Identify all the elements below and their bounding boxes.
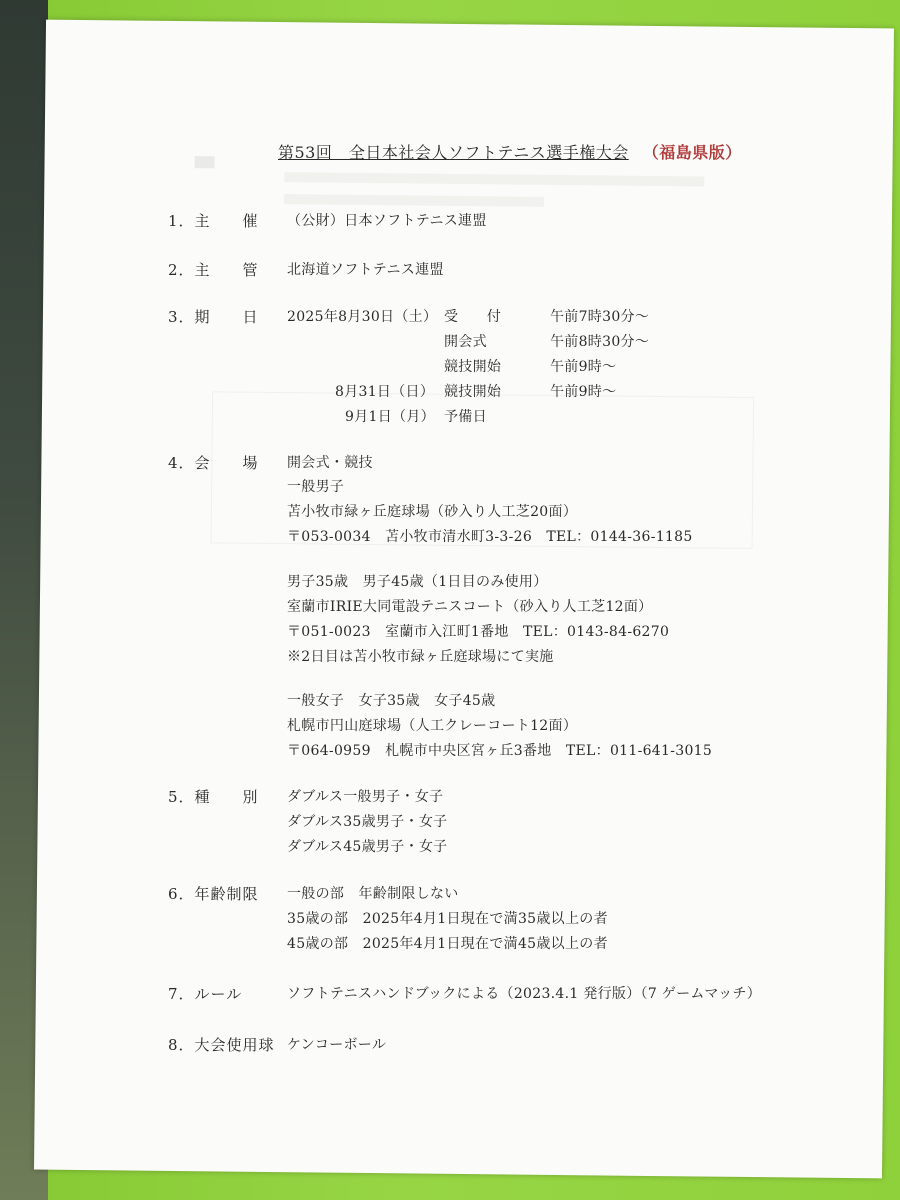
period-time: 午前9時～: [550, 359, 617, 375]
category-line: ダブルス45歳男子・女子: [287, 839, 448, 855]
venue-line: 〒064-0959 札幌市中央区宮ヶ丘3番地 TEL：011-641-3015: [287, 743, 713, 759]
show-through-text: [284, 194, 544, 207]
venue-line: 〒053-0034 苫小牧市清水町3-3-26 TEL：0144-36-1185: [287, 529, 693, 545]
venue-line: 一般女子 女子35歳 女子45歳: [287, 693, 496, 709]
venue-line: 室蘭市IRIE大同電設テニスコート（砂入り人工芝12面）: [287, 599, 653, 615]
period-event: 競技開始: [444, 384, 502, 400]
venue-line: 男子35歳 男子45歳（1日目のみ使用）: [287, 574, 548, 590]
organizer-value: （公財）日本ソフトテニス連盟: [287, 213, 487, 229]
venue-label: 4．会 場: [168, 454, 259, 472]
category-line: ダブルス35歳男子・女子: [287, 814, 448, 830]
title-text: 第53回 全日本社会人ソフトテニス選手権大会: [278, 143, 629, 162]
period-date: 8月31日（日）: [335, 384, 435, 400]
period-event: 競技開始: [444, 359, 502, 375]
age-limit-line: 35歳の部 2025年4月1日現在で満35歳以上の者: [287, 911, 608, 927]
rules-label: 7．ルール: [168, 985, 243, 1003]
venue-line: 札幌市円山庭球場（人工クレーコート12面）: [287, 718, 578, 734]
organizer-label: 1．主 催: [168, 212, 259, 230]
age-limit-line: 一般の部 年齢制限しない: [287, 886, 459, 902]
period-event: 受 付: [444, 309, 502, 325]
venue-line: 〒051-0023 室蘭市入江町1番地 TEL：0143-84-6270: [287, 624, 670, 640]
period-label: 3．期 日: [168, 308, 259, 326]
venue-line: ※2日目は苫小牧市緑ヶ丘庭球場にて実施: [287, 649, 554, 665]
period-time: 午前9時～: [550, 384, 617, 400]
document-title: [278, 140, 742, 163]
show-through-text: [194, 156, 214, 168]
age-limit-label: 6．年齢制限: [168, 885, 259, 903]
category-line: ダブルス一般男子・女子: [287, 789, 444, 805]
period-time: 午前8時30分～: [550, 334, 650, 350]
period-date: 2025年8月30日（土）: [287, 309, 438, 325]
ball-label: 8．大会使用球: [168, 1036, 275, 1054]
ball-value: ケンコーボール: [287, 1037, 387, 1053]
manager-label: 2．主 管: [168, 261, 259, 279]
period-event: 予備日: [444, 409, 487, 425]
period-time: 午前7時30分～: [550, 309, 650, 325]
venue-line: 開会式・競技: [287, 455, 373, 471]
rules-value: ソフトテニスハンドブックによる（2023.4.1 発行版）（7 ゲームマッチ）: [287, 986, 762, 1002]
show-through-text: [284, 172, 704, 186]
period-event: 開会式: [444, 334, 487, 350]
venue-line: 一般男子: [287, 479, 345, 495]
edition-label: （福島県版）: [642, 143, 742, 162]
age-limit-line: 45歳の部 2025年4月1日現在で満45歳以上の者: [287, 936, 608, 952]
period-date: 9月1日（月）: [345, 409, 435, 425]
venue-line: 苫小牧市緑ヶ丘庭球場（砂入り人工芝20面）: [287, 504, 578, 520]
category-label: 5．種 別: [168, 788, 259, 806]
manager-value: 北海道ソフトテニス連盟: [287, 262, 444, 278]
